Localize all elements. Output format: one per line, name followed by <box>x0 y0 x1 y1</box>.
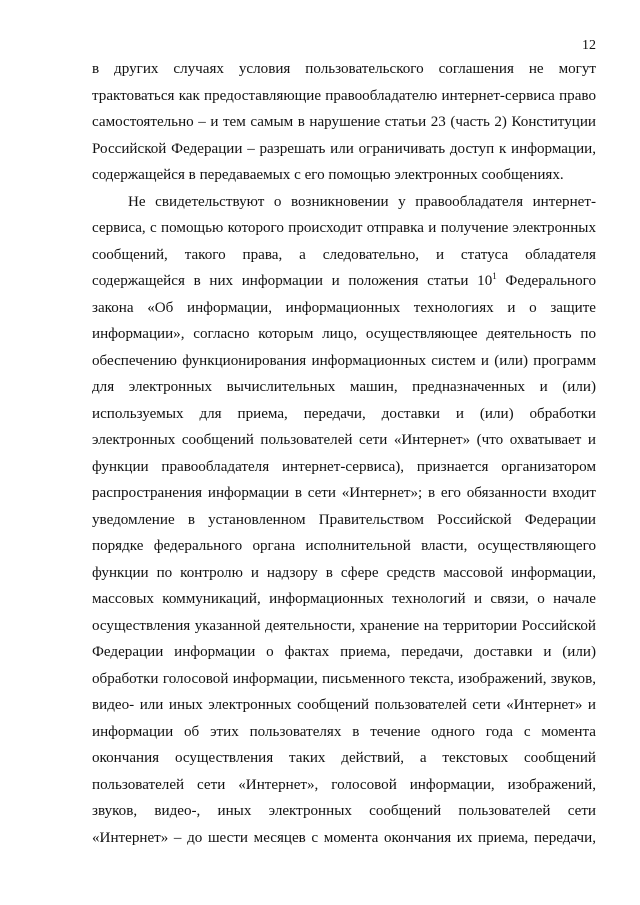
paragraph-2 <box>92 189 596 852</box>
text-line: обеспечению функционирования информационных систем и (или) программ <box>92 352 596 369</box>
text-line: уведомление в установленном Правительством Российской Федерации <box>92 511 596 528</box>
text-line-with-superscript <box>92 268 596 295</box>
text-line: самостоятельно – и тем самым в нарушение статьи 23 (часть 2) Конституции <box>92 114 596 130</box>
text-line: звуков, видео-, иных электронных сообщений пользователей сети <box>92 803 596 819</box>
text-fragment: Федерального <box>496 273 596 289</box>
text-line: информации», согласно которым лицо, осуществляющее деятельность по <box>92 326 596 342</box>
text-line: трактоваться как предоставляющие правообладателю интернет-сервиса право <box>92 87 596 104</box>
text-line: функции по контролю и надзору в сфере средств массовой информации, <box>92 564 596 581</box>
text-line: осуществления указанной деятельности, хранение на территории Российской <box>92 617 596 634</box>
text-line: информации об этих пользователях в течение одного года с момента <box>92 723 596 740</box>
text-line: содержащейся в передаваемых с его помощью электронных сообщениях. <box>92 167 564 183</box>
paragraph-1 <box>92 56 596 189</box>
text-line: окончания осуществления таких действий, а текстовых сообщений <box>92 750 596 766</box>
superscript: 1 <box>492 270 497 281</box>
text-fragment: содержащейся в них информации и положения статьи 10 <box>92 273 493 289</box>
text-line: используемых для приема, передачи, доставки и (или) обработки <box>92 405 596 422</box>
text-line: распространения информации в сети «Интернет»; в его обязанности входит <box>92 485 596 501</box>
page-number: 12 <box>582 38 596 53</box>
text-line: обработки голосовой информации, письменного текста, изображений, звуков, <box>92 670 596 687</box>
text-line: порядке федерального органа исполнительной власти, осуществляющего <box>92 538 596 554</box>
text-line: функции правообладателя интернет-сервиса), признается организатором <box>92 458 596 475</box>
text-line: «Интернет» – до шести месяцев с момента окончания их приема, передачи, <box>92 829 596 846</box>
text-line: электронных сообщений пользователей сети «Интернет» (что охватывает и <box>92 432 596 448</box>
text-line: закона «Об информации, информационных технологиях и о защите <box>92 299 596 316</box>
text-line: сообщений, такого права, а следовательно, и статуса обладателя <box>92 246 596 263</box>
text-line: сервиса, с помощью которого происходит отправка и получение электронных <box>92 220 596 236</box>
text-line: в других случаях условия пользовательского соглашения не могут <box>92 61 596 77</box>
document-body <box>92 56 596 851</box>
text-line: массовых коммуникаций, информационных технологий и связи, о начале <box>92 591 596 607</box>
text-line: Российской Федерации – разрешать или ограничивать доступ к информации, <box>92 140 596 157</box>
text-line: Федерации информации о фактах приема, передачи, доставки и (или) <box>92 644 596 660</box>
text-line: видео- или иных электронных сообщений пользователей сети «Интернет» и <box>92 697 596 713</box>
text-line: Не свидетельствуют о возникновении у правообладателя интернет- <box>128 193 596 210</box>
text-line: пользователей сети «Интернет», голосовой информации, изображений, <box>92 776 596 793</box>
text-line: для электронных вычислительных машин, предназначенных и (или) <box>92 379 596 395</box>
